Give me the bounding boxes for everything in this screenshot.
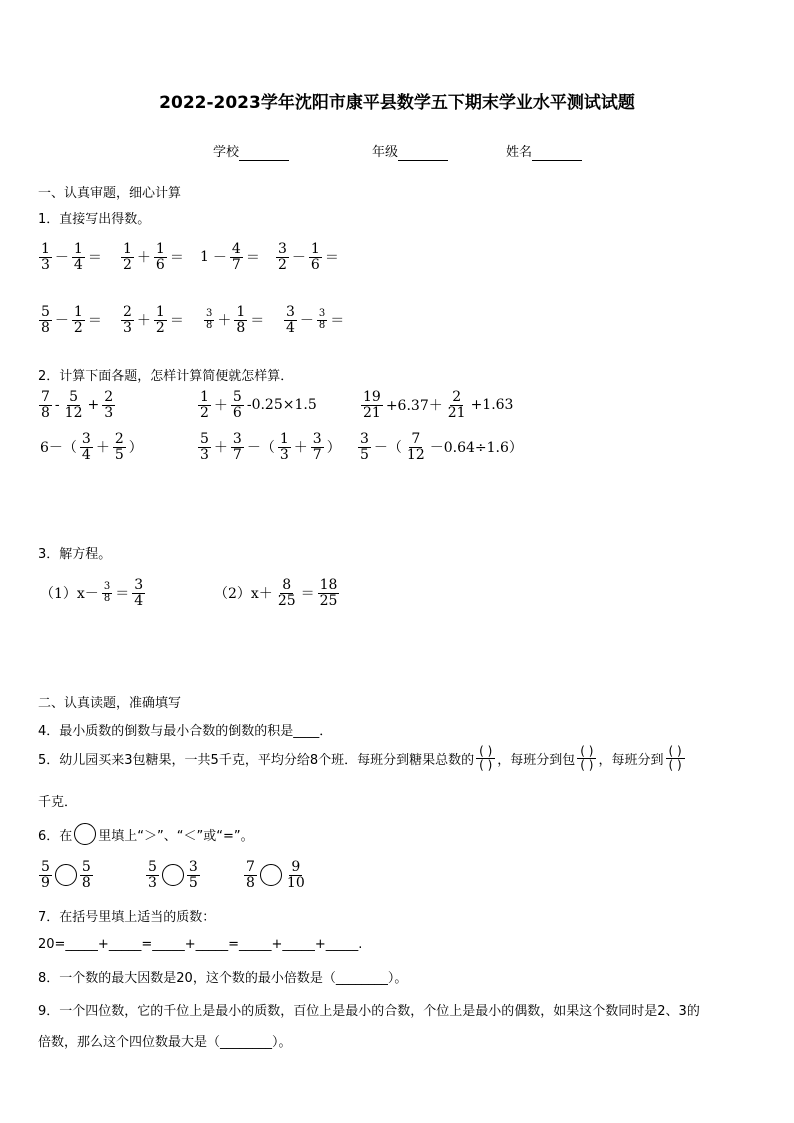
operator: － bbox=[299, 313, 314, 330]
question-3-label: 3．解方程。 bbox=[38, 547, 112, 562]
q2-expr-3 bbox=[360, 390, 515, 420]
q3-equation-2 bbox=[212, 578, 340, 608]
fraction: 3 4 bbox=[286, 304, 295, 336]
fraction: 4 7 bbox=[231, 241, 241, 273]
question-9-line-2: 倍数，那么这个四位数最大是（________）。 bbox=[38, 1035, 292, 1050]
equals: ＝ bbox=[169, 313, 184, 330]
question-5-text-1: 5．幼儿园买来3包糖果，一共5千克，平均分给8个班．每班分到糖果总数的 bbox=[38, 753, 475, 769]
equals: ＝ bbox=[250, 313, 265, 330]
operator: ＋ bbox=[95, 440, 110, 457]
fraction: 3 5 bbox=[360, 431, 369, 463]
fraction: 3 7 bbox=[232, 431, 242, 463]
equals: ＝ bbox=[245, 250, 260, 267]
q1-item bbox=[120, 242, 186, 272]
term: +6.37＋ bbox=[385, 398, 443, 415]
equals: ＝ bbox=[87, 313, 102, 330]
fraction: 7 8 bbox=[41, 389, 50, 421]
fraction: 2 21 bbox=[447, 389, 466, 421]
term: ） bbox=[326, 440, 341, 457]
equals: ＝ bbox=[115, 586, 130, 603]
section-1-heading: 一、认真审题，细心计算 bbox=[38, 186, 182, 201]
fraction: 9 10 bbox=[286, 859, 305, 891]
q6-compare-item bbox=[38, 860, 94, 890]
term: -0.25×1.5 bbox=[246, 397, 317, 414]
q3-equation-1 bbox=[38, 578, 146, 608]
fraction: 3 7 bbox=[312, 431, 322, 463]
q1-item bbox=[38, 242, 104, 272]
operator: － bbox=[54, 250, 69, 267]
term: （1）x－ bbox=[40, 586, 99, 603]
section-2-heading: 二、认真读题，准确填写 bbox=[38, 696, 182, 711]
fraction: 7 8 bbox=[246, 859, 255, 891]
term: （2）x＋ bbox=[214, 586, 273, 603]
operator: + bbox=[87, 397, 100, 414]
q6-compare-item bbox=[145, 860, 201, 890]
fraction: 3 8 bbox=[318, 308, 326, 331]
fraction: 5 12 bbox=[64, 389, 83, 421]
grade-field bbox=[372, 141, 448, 161]
fraction: 1 2 bbox=[123, 241, 132, 273]
fraction: 5 3 bbox=[200, 431, 209, 463]
compare-circle-icon[interactable] bbox=[55, 864, 77, 886]
fraction: 2 5 bbox=[114, 431, 124, 463]
fraction: 1 4 bbox=[73, 241, 83, 273]
fraction: 3 8 bbox=[206, 308, 213, 331]
operator: － bbox=[54, 313, 69, 330]
fraction: 5 3 bbox=[148, 859, 157, 891]
fraction: 2 3 bbox=[123, 304, 132, 336]
number: 1 bbox=[200, 249, 209, 266]
question-6-label bbox=[38, 823, 254, 845]
q2-expr-2 bbox=[197, 390, 319, 420]
fraction: 1 8 bbox=[236, 304, 246, 336]
term: ） bbox=[128, 440, 143, 457]
fraction: 1 2 bbox=[200, 389, 209, 421]
question-8: 8．一个数的最大因数是20，这个数的最小倍数是（________）。 bbox=[38, 971, 408, 986]
fraction: 18 25 bbox=[319, 577, 338, 609]
question-6-post: 里填上“＞”、“＜”或“=”。 bbox=[98, 828, 254, 844]
q6-compare-item bbox=[243, 860, 308, 890]
compare-circle-icon[interactable] bbox=[260, 864, 282, 886]
question-5-blank-3[interactable]: ( ) ( ) bbox=[666, 745, 685, 772]
q1-item bbox=[283, 305, 346, 335]
fraction: 3 8 bbox=[103, 581, 111, 604]
q2-expr-1 bbox=[38, 390, 116, 420]
q1-item bbox=[275, 242, 341, 272]
q2-expr-5 bbox=[197, 432, 343, 462]
name-field bbox=[506, 141, 582, 161]
fraction: 5 8 bbox=[41, 304, 50, 336]
equals: ＝ bbox=[330, 313, 345, 330]
operator: ＋ bbox=[217, 313, 232, 330]
name-label: 姓名 bbox=[506, 145, 533, 160]
question-7-label: 7．在括号里填上适当的质数： bbox=[38, 910, 216, 925]
fraction: 1 3 bbox=[41, 241, 50, 273]
page-title: 2022-2023学年沈阳市康平县数学五下期末学业水平测试试题 bbox=[159, 93, 635, 113]
q1-item bbox=[198, 242, 262, 272]
question-5-text-2: ，每班分到包 bbox=[497, 753, 576, 769]
school-label: 学校 bbox=[213, 145, 240, 160]
compare-circle-icon bbox=[74, 823, 96, 845]
q1-item bbox=[203, 305, 266, 335]
grade-label: 年级 bbox=[372, 145, 399, 160]
fraction: 5 6 bbox=[232, 389, 242, 421]
question-5-blank-2[interactable]: ( ) ( ) bbox=[577, 745, 596, 772]
fraction: 1 2 bbox=[73, 304, 83, 336]
term: －（ bbox=[373, 440, 402, 457]
question-7-blanks[interactable]: 20=_____+_____=_____+_____=_____+_____+_____. bbox=[38, 937, 363, 952]
fraction: 3 5 bbox=[188, 859, 198, 891]
compare-circle-icon[interactable] bbox=[162, 864, 184, 886]
term: －（ bbox=[246, 440, 275, 457]
fraction: 8 25 bbox=[277, 577, 296, 609]
question-5-blank-1[interactable]: ( ) ( ) bbox=[476, 745, 495, 772]
question-2-label: 2．计算下面各题，怎样计算简便就怎样算． bbox=[38, 369, 294, 384]
fraction: 1 2 bbox=[155, 304, 165, 336]
fraction: 1 6 bbox=[155, 241, 165, 273]
term: +1.63 bbox=[470, 397, 514, 414]
fraction: 19 21 bbox=[363, 389, 381, 421]
equals: ＝ bbox=[169, 250, 184, 267]
q2-expr-4 bbox=[38, 432, 145, 462]
fraction: 7 12 bbox=[406, 431, 425, 463]
operator: ＋ bbox=[136, 250, 151, 267]
fraction: 1 6 bbox=[310, 241, 320, 273]
q2-expr-6 bbox=[357, 432, 525, 462]
fraction: 1 3 bbox=[279, 431, 289, 463]
q1-item bbox=[38, 305, 104, 335]
fraction: $\frac{2}{3}$ bbox=[104, 389, 114, 421]
question-6-pre: 6．在 bbox=[38, 828, 73, 844]
equals: ＝ bbox=[87, 250, 102, 267]
operator: ＋ bbox=[293, 440, 308, 457]
question-1-label: 1．直接写出得数。 bbox=[38, 212, 151, 227]
fraction: 5 9 bbox=[41, 859, 50, 891]
operator: - bbox=[54, 397, 60, 414]
term: －0.64÷1.6） bbox=[429, 440, 523, 457]
question-5-text-4: 千克． bbox=[38, 795, 78, 810]
fraction: 3 4 bbox=[134, 577, 144, 609]
question-5-text-3: ，每班分到 bbox=[598, 753, 664, 769]
equals: ＝ bbox=[300, 586, 315, 603]
question-4: 4．最小质数的倒数与最小合数的倒数的积是____． bbox=[38, 724, 333, 739]
operator: ＋ bbox=[136, 313, 151, 330]
fraction: 5 8 bbox=[81, 859, 91, 891]
fraction: 3 2 bbox=[278, 241, 287, 273]
operator: － bbox=[212, 250, 227, 267]
question-9-line-1: 9．一个四位数，它的千位上是最小的质数，百位上是最小的合数，个位上是最小的偶数，如果这个数同时是2、3的 bbox=[38, 1004, 700, 1019]
fraction: 3 4 bbox=[81, 431, 91, 463]
operator: ＋ bbox=[213, 398, 228, 415]
operator: ＋ bbox=[213, 440, 228, 457]
q1-item bbox=[120, 305, 186, 335]
operator: － bbox=[291, 250, 306, 267]
term: 6－（ bbox=[40, 440, 77, 457]
school-field bbox=[213, 141, 289, 161]
equals: ＝ bbox=[324, 250, 339, 267]
question-5-line bbox=[38, 745, 687, 772]
